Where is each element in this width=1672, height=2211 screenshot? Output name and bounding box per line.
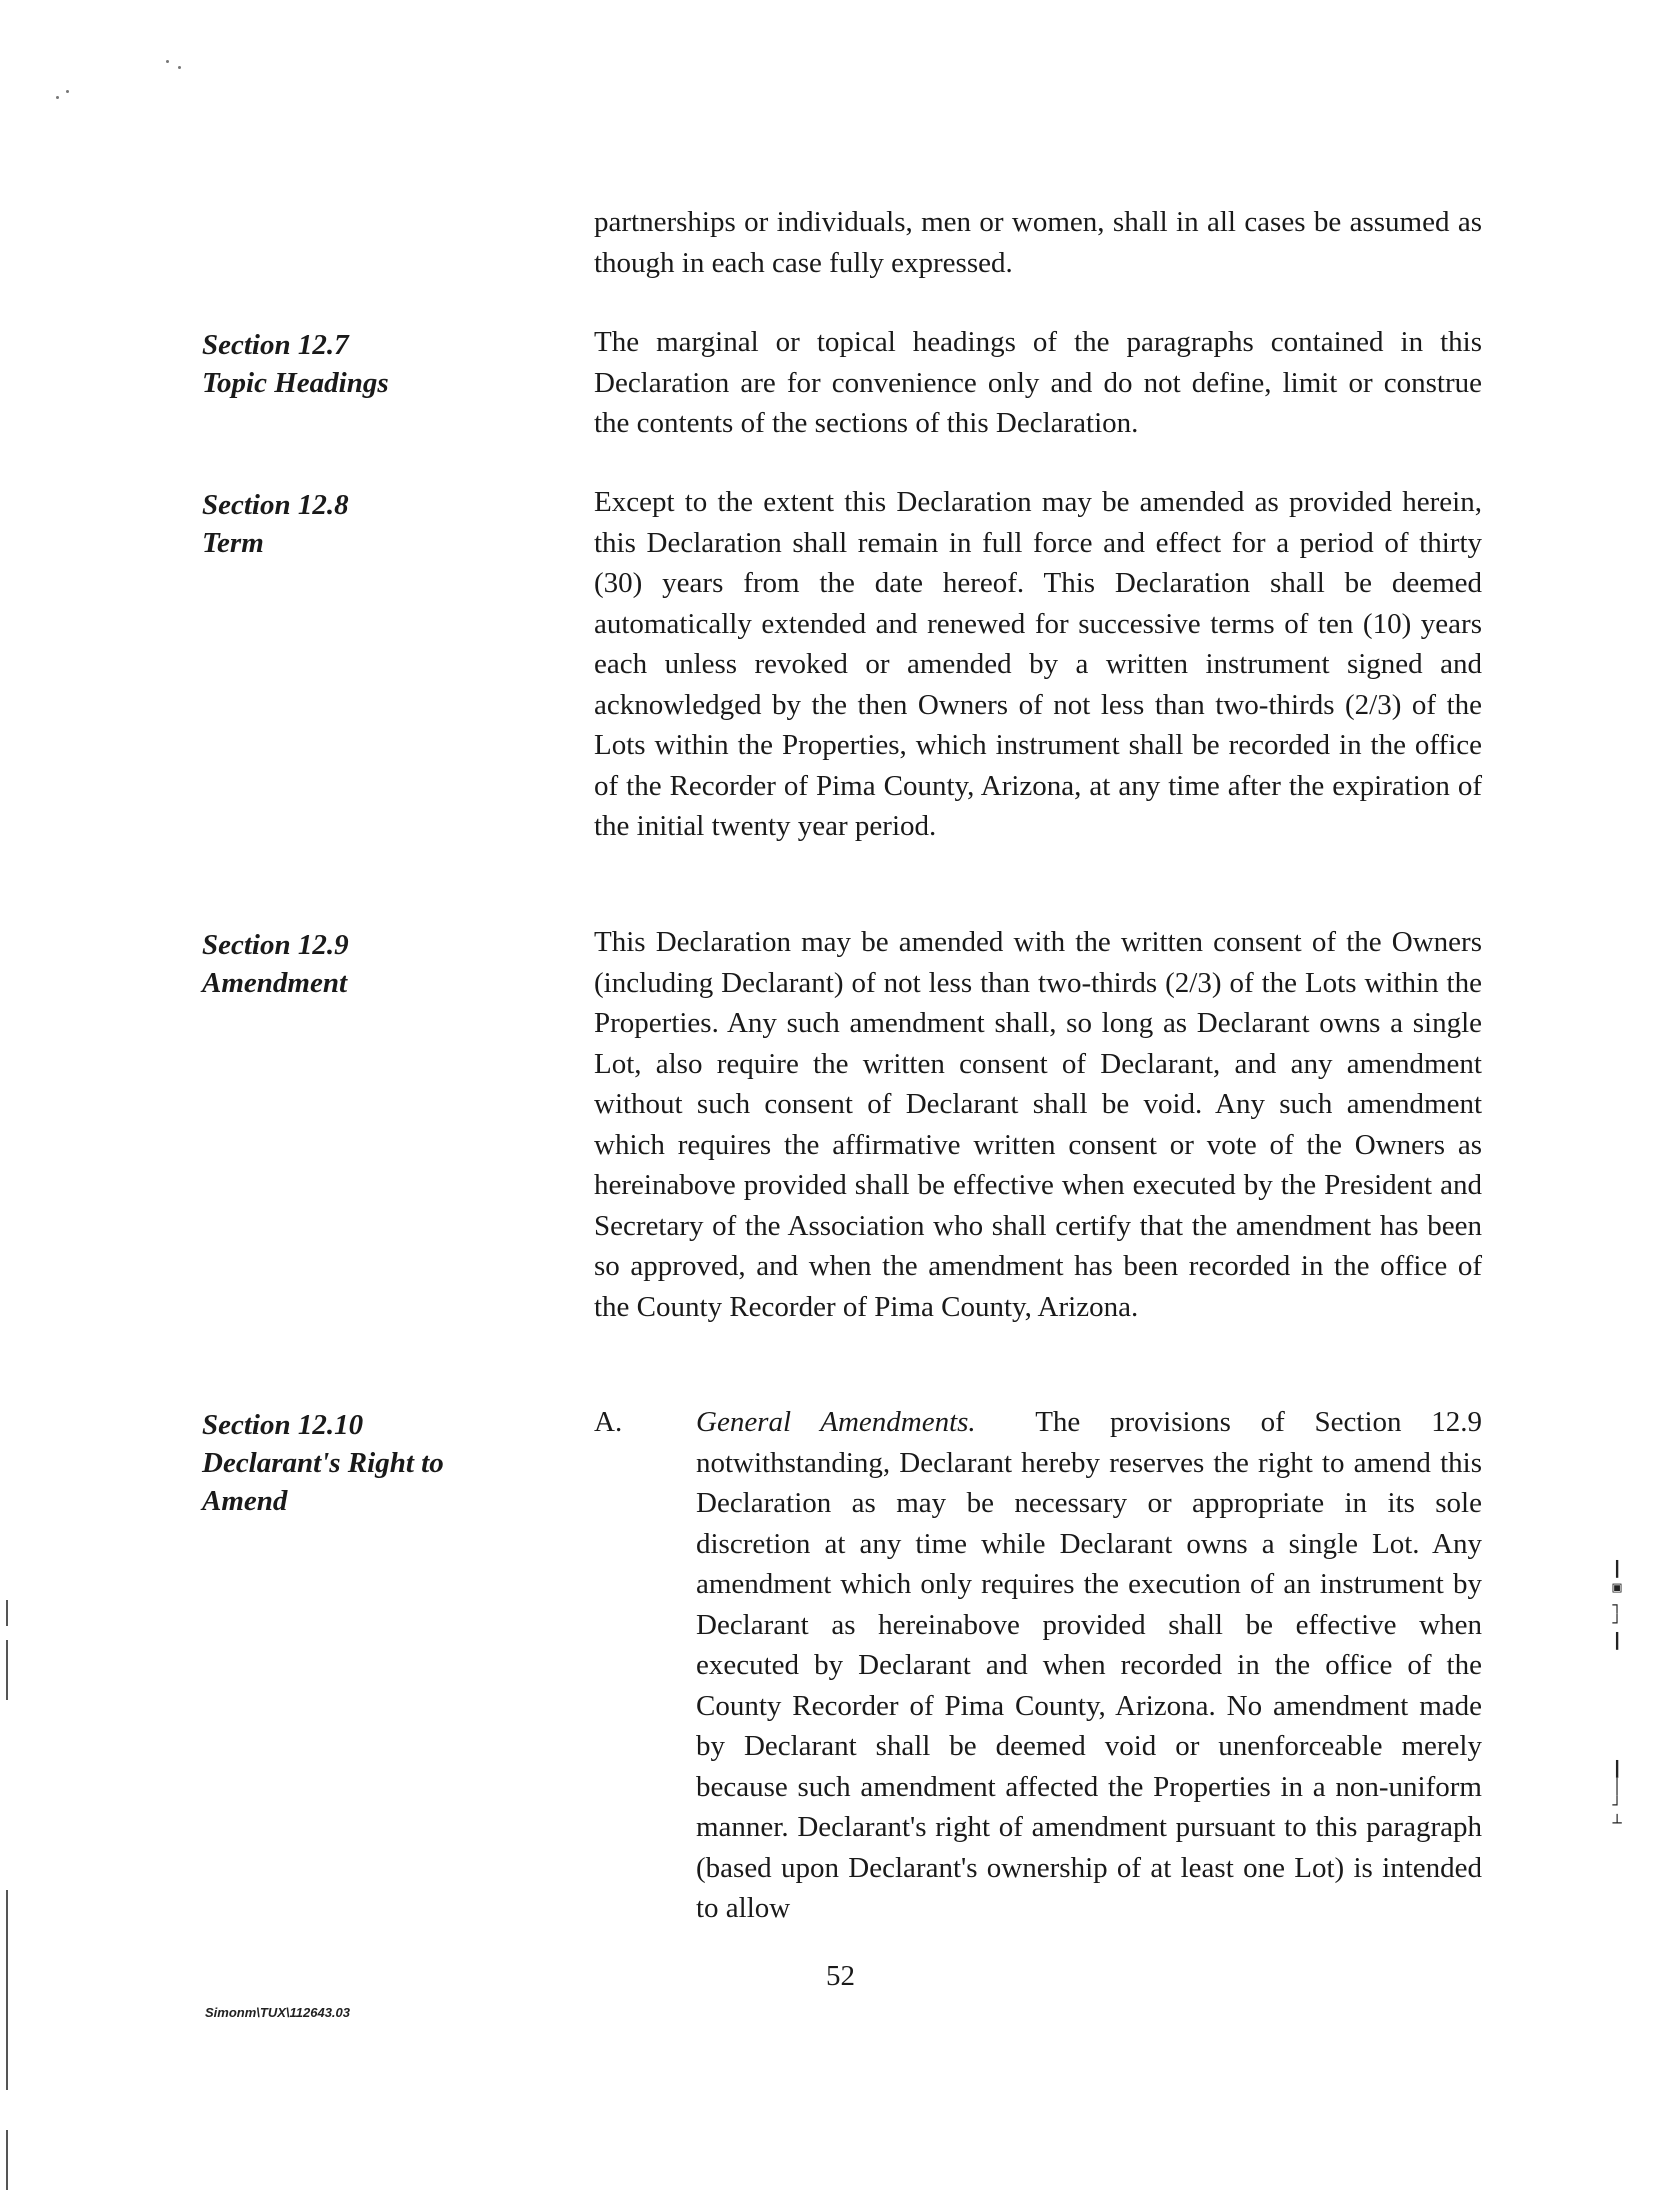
scan-edge-mark [6, 1600, 8, 1626]
section-title: Topic Headings [202, 367, 389, 399]
section-title: Term [202, 527, 264, 559]
scan-speck [166, 60, 169, 63]
section-heading [202, 486, 532, 562]
section-number: Section 12.7 [202, 329, 349, 361]
subsection-body: The provisions of Section 12.9 notwithstanding, Declarant hereby reserves the right to amend this Declaration as may be necessary or appropriate in its sole discretion at any time while Declarant owns a single Lot. Any amendment which only requires the execution of an instrument by Declarant as hereinabove provided shall be effective when executed by Declarant and when recorded in the office of the County Recorder of Pima County, Arizona. No amendment made by Declarant shall be deemed void or unenforceable merely because such amendment affected the Properties in a non-uniform manner. Declarant's right of amendment pursuant to this paragraph (based upon Declarant's ownership of at least one Lot) is intended to allow [696, 1406, 1482, 1924]
section-heading [202, 326, 532, 402]
scan-speck [56, 96, 59, 99]
section-paragraph: The marginal or topical headings of the paragraphs contained in this Declaration are for convenience only and do not define, limit or construe the contents of the sections of this Declaration. [594, 326, 1482, 439]
document-id: Simonm\TUX\112643.03 [205, 2005, 350, 2020]
scan-speck [66, 90, 69, 93]
scan-edge-mark [6, 2130, 8, 2190]
continuation-paragraph: partnerships or individuals, men or women, shall in all cases be assumed as though in each case fully expressed. [594, 206, 1482, 279]
section-paragraph: Except to the extent this Declaration may be amended as provided herein, this Declaration shall remain in full force and effect for a period of thirty (30) years from the date hereof. This Declaration shall be deemed automatically extended and renewed for successive terms of ten (10) years each unless revoked or amended by a written instrument signed and acknowledged by the then Owners of not less than two-thirds (2/3) of the Lots within the Properties, which instrument shall be recorded in the office of the Recorder of Pima County, Arizona, at any time after the expiration of the initial twenty year period. [594, 486, 1482, 842]
subsection-paragraph [696, 1402, 1482, 1929]
section-number: Section 12.8 [202, 489, 349, 521]
scan-speck [178, 66, 181, 69]
subsection-heading: General Amendments. [696, 1406, 976, 1438]
section-paragraph: This Declaration may be amended with the written consent of the Owners (including Declarant) of not less than two-thirds (2/3) of the Lots within the Properties. Any such amendment shall, so long as Declarant owns a single Lot, also require the written consent of Declarant, and any amendment without such consent of Declarant shall be void. Any such amendment which requires the affirmative written consent or vote of the Owners as hereinabove provided shall be effective when executed by the President and Secretary of the Association who shall certify that the amendment has been so approved, and when the amendment has been recorded in the office of the County Recorder of Pima County, Arizona. [594, 926, 1482, 1323]
section-title: Amend [202, 1485, 288, 1517]
scan-edge-mark [6, 1890, 8, 2090]
recorder-stamp: ┃ │ ┘ ┴ [1612, 1760, 1622, 1832]
recorder-stamp: ┃ ▣ ┐ ┘ ┃ [1612, 1560, 1622, 1650]
scan-edge-mark [6, 1640, 8, 1700]
section-title: Declarant's Right to [202, 1447, 444, 1479]
section-number: Section 12.10 [202, 1409, 364, 1441]
section-number: Section 12.9 [202, 929, 349, 961]
section-title: Amendment [202, 967, 348, 999]
section-heading [202, 1406, 532, 1520]
subsection-marker: A. [594, 1406, 623, 1438]
section-heading [202, 926, 532, 1002]
page-number: 52 [826, 1960, 855, 1992]
